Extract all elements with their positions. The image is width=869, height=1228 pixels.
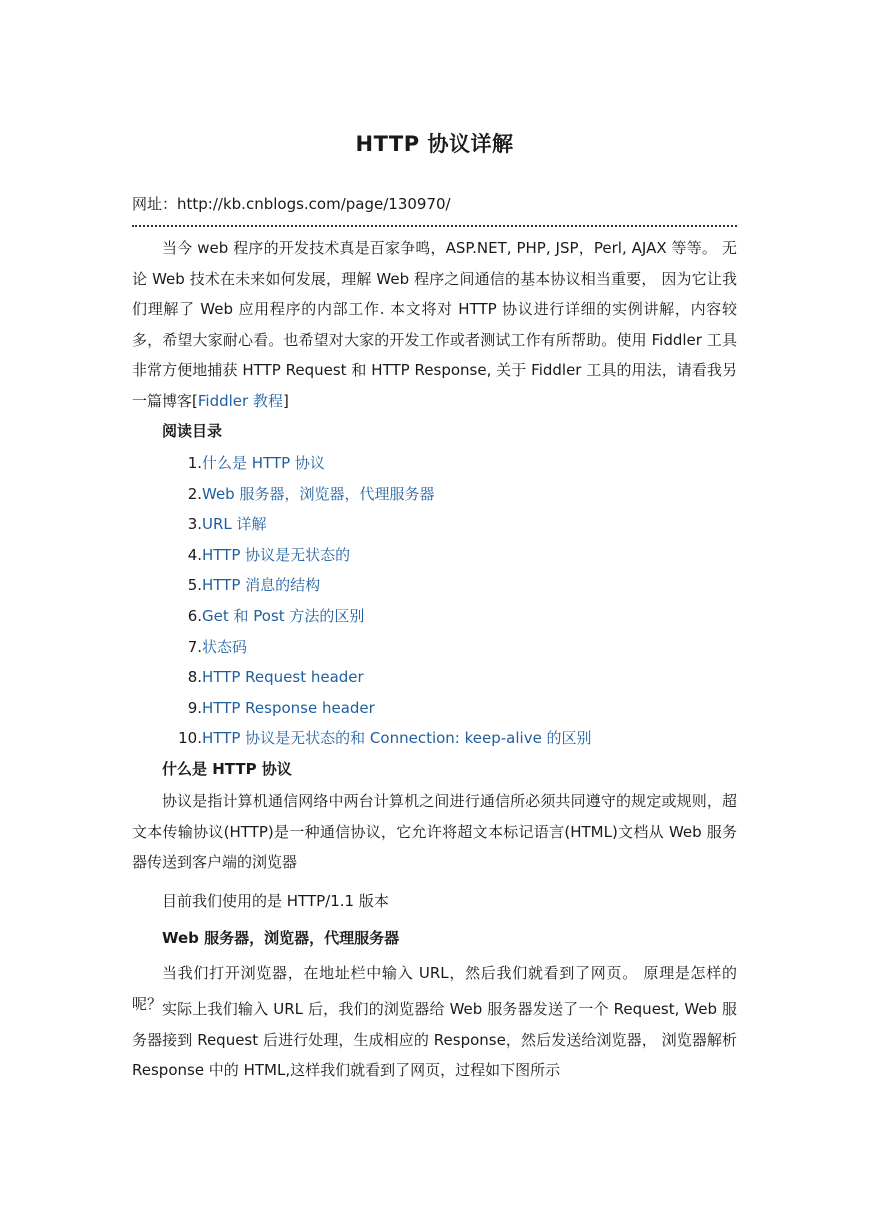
toc-link-response-header[interactable]: HTTP Response header (202, 698, 375, 717)
toc-link-get-post[interactable]: Get 和 Post 方法的区别 (202, 606, 365, 625)
toc-number: 10. (178, 729, 202, 748)
toc-link-what-is-http[interactable]: 什么是 HTTP 协议 (202, 454, 325, 472)
toc-link-keep-alive[interactable]: HTTP 协议是无状态的和 Connection: keep-alive 的区别 (202, 729, 592, 748)
toc-item (132, 601, 737, 632)
toc-item (132, 662, 737, 693)
toc-number: 7. (187, 637, 202, 656)
section2-paragraph-1: 当我们打开浏览器，在地址栏中输入 URL，然后我们就看到了网页。 原理是怎样的呢？ (132, 964, 737, 1013)
intro-bracket-open: [ (192, 391, 198, 410)
toc-number: 8. (187, 668, 202, 687)
source-url-line (132, 193, 737, 215)
section1-paragraph-2: 目前我们使用的是 HTTP/1.1 版本 (162, 892, 389, 910)
toc-link-message-structure[interactable]: HTTP 消息的结构 (202, 576, 321, 595)
toc-item (132, 723, 737, 754)
toc-item (132, 570, 737, 601)
toc-number: 1. (187, 454, 202, 472)
source-url: http://kb.cnblogs.com/page/130970/ (177, 195, 451, 213)
toc-link-request-header[interactable]: HTTP Request header (202, 668, 364, 687)
section2-paragraph-2: 实际上我们输入 URL 后，我们的浏览器给 Web 服务器发送了一个 Request, Web 服务器接到 Request 后进行处理，生成相应的 Response，然后发送给浏览器， 浏览器解析 Response 中的 HTML,这样我们就看到了网页，过程如下图所示 (132, 1000, 737, 1079)
intro-bracket-close: ] (282, 391, 289, 410)
toc-item (132, 448, 737, 479)
fiddler-tutorial-link[interactable]: Fiddler 教程 (197, 391, 283, 410)
page-title: HTTP 协议详解 (355, 132, 514, 156)
toc-number: 2. (187, 484, 202, 503)
toc-number: 9. (187, 698, 202, 717)
toc-number: 4. (187, 545, 202, 564)
toc-item (132, 479, 737, 510)
toc-number: 3. (187, 515, 202, 534)
section-heading-web-server: Web 服务器，浏览器，代理服务器 (162, 929, 400, 947)
section1-paragraph-1: 协议是指计算机通信网络中两台计算机之间进行通信所必须共同遵守的规定或规则，超文本传输协议(HTTP)是一种通信协议，它允许将超文本标记语言(HTML)文档从 Web 服务器传送到客户端的浏览器 (132, 792, 737, 871)
table-of-contents (132, 448, 737, 754)
toc-link-url[interactable]: URL 详解 (202, 515, 267, 534)
toc-item (132, 632, 737, 663)
toc-number: 6. (187, 606, 202, 625)
toc-item (132, 509, 737, 540)
toc-item (132, 693, 737, 724)
toc-number: 5. (187, 576, 202, 595)
intro-text: 当今 web 程序的开发技术真是百家争鸣，ASP.NET, PHP, JSP，Perl, AJAX 等等。 无论 Web 技术在未来如何发展，理解 Web 程序之间通信的基本协议相当重要， 因为它让我们理解了 Web 应用程序的内部工作. 本文将对 HTTP 协议进行详细的实例讲解，内容较多，希望大家耐心看。也希望对大家的开发工作或者测试工作有所帮助。使用 Fiddler 工具非常方便地捕获 HTTP Request 和 HTTP Response, 关于 Fiddler 工具的用法，请看我另一篇博客 (132, 239, 737, 410)
section-heading-what-is-http: 什么是 HTTP 协议 (162, 760, 292, 778)
toc-link-stateless[interactable]: HTTP 协议是无状态的 (202, 545, 351, 564)
toc-link-web-server-browser-proxy[interactable]: Web 服务器，浏览器，代理服务器 (202, 484, 435, 503)
url-label: 网址： (132, 195, 178, 213)
toc-item (132, 540, 737, 571)
intro-paragraph (132, 233, 737, 416)
dotted-divider (132, 225, 737, 227)
toc-title: 阅读目录 (162, 422, 223, 440)
toc-link-status-codes[interactable]: 状态码 (202, 637, 248, 656)
